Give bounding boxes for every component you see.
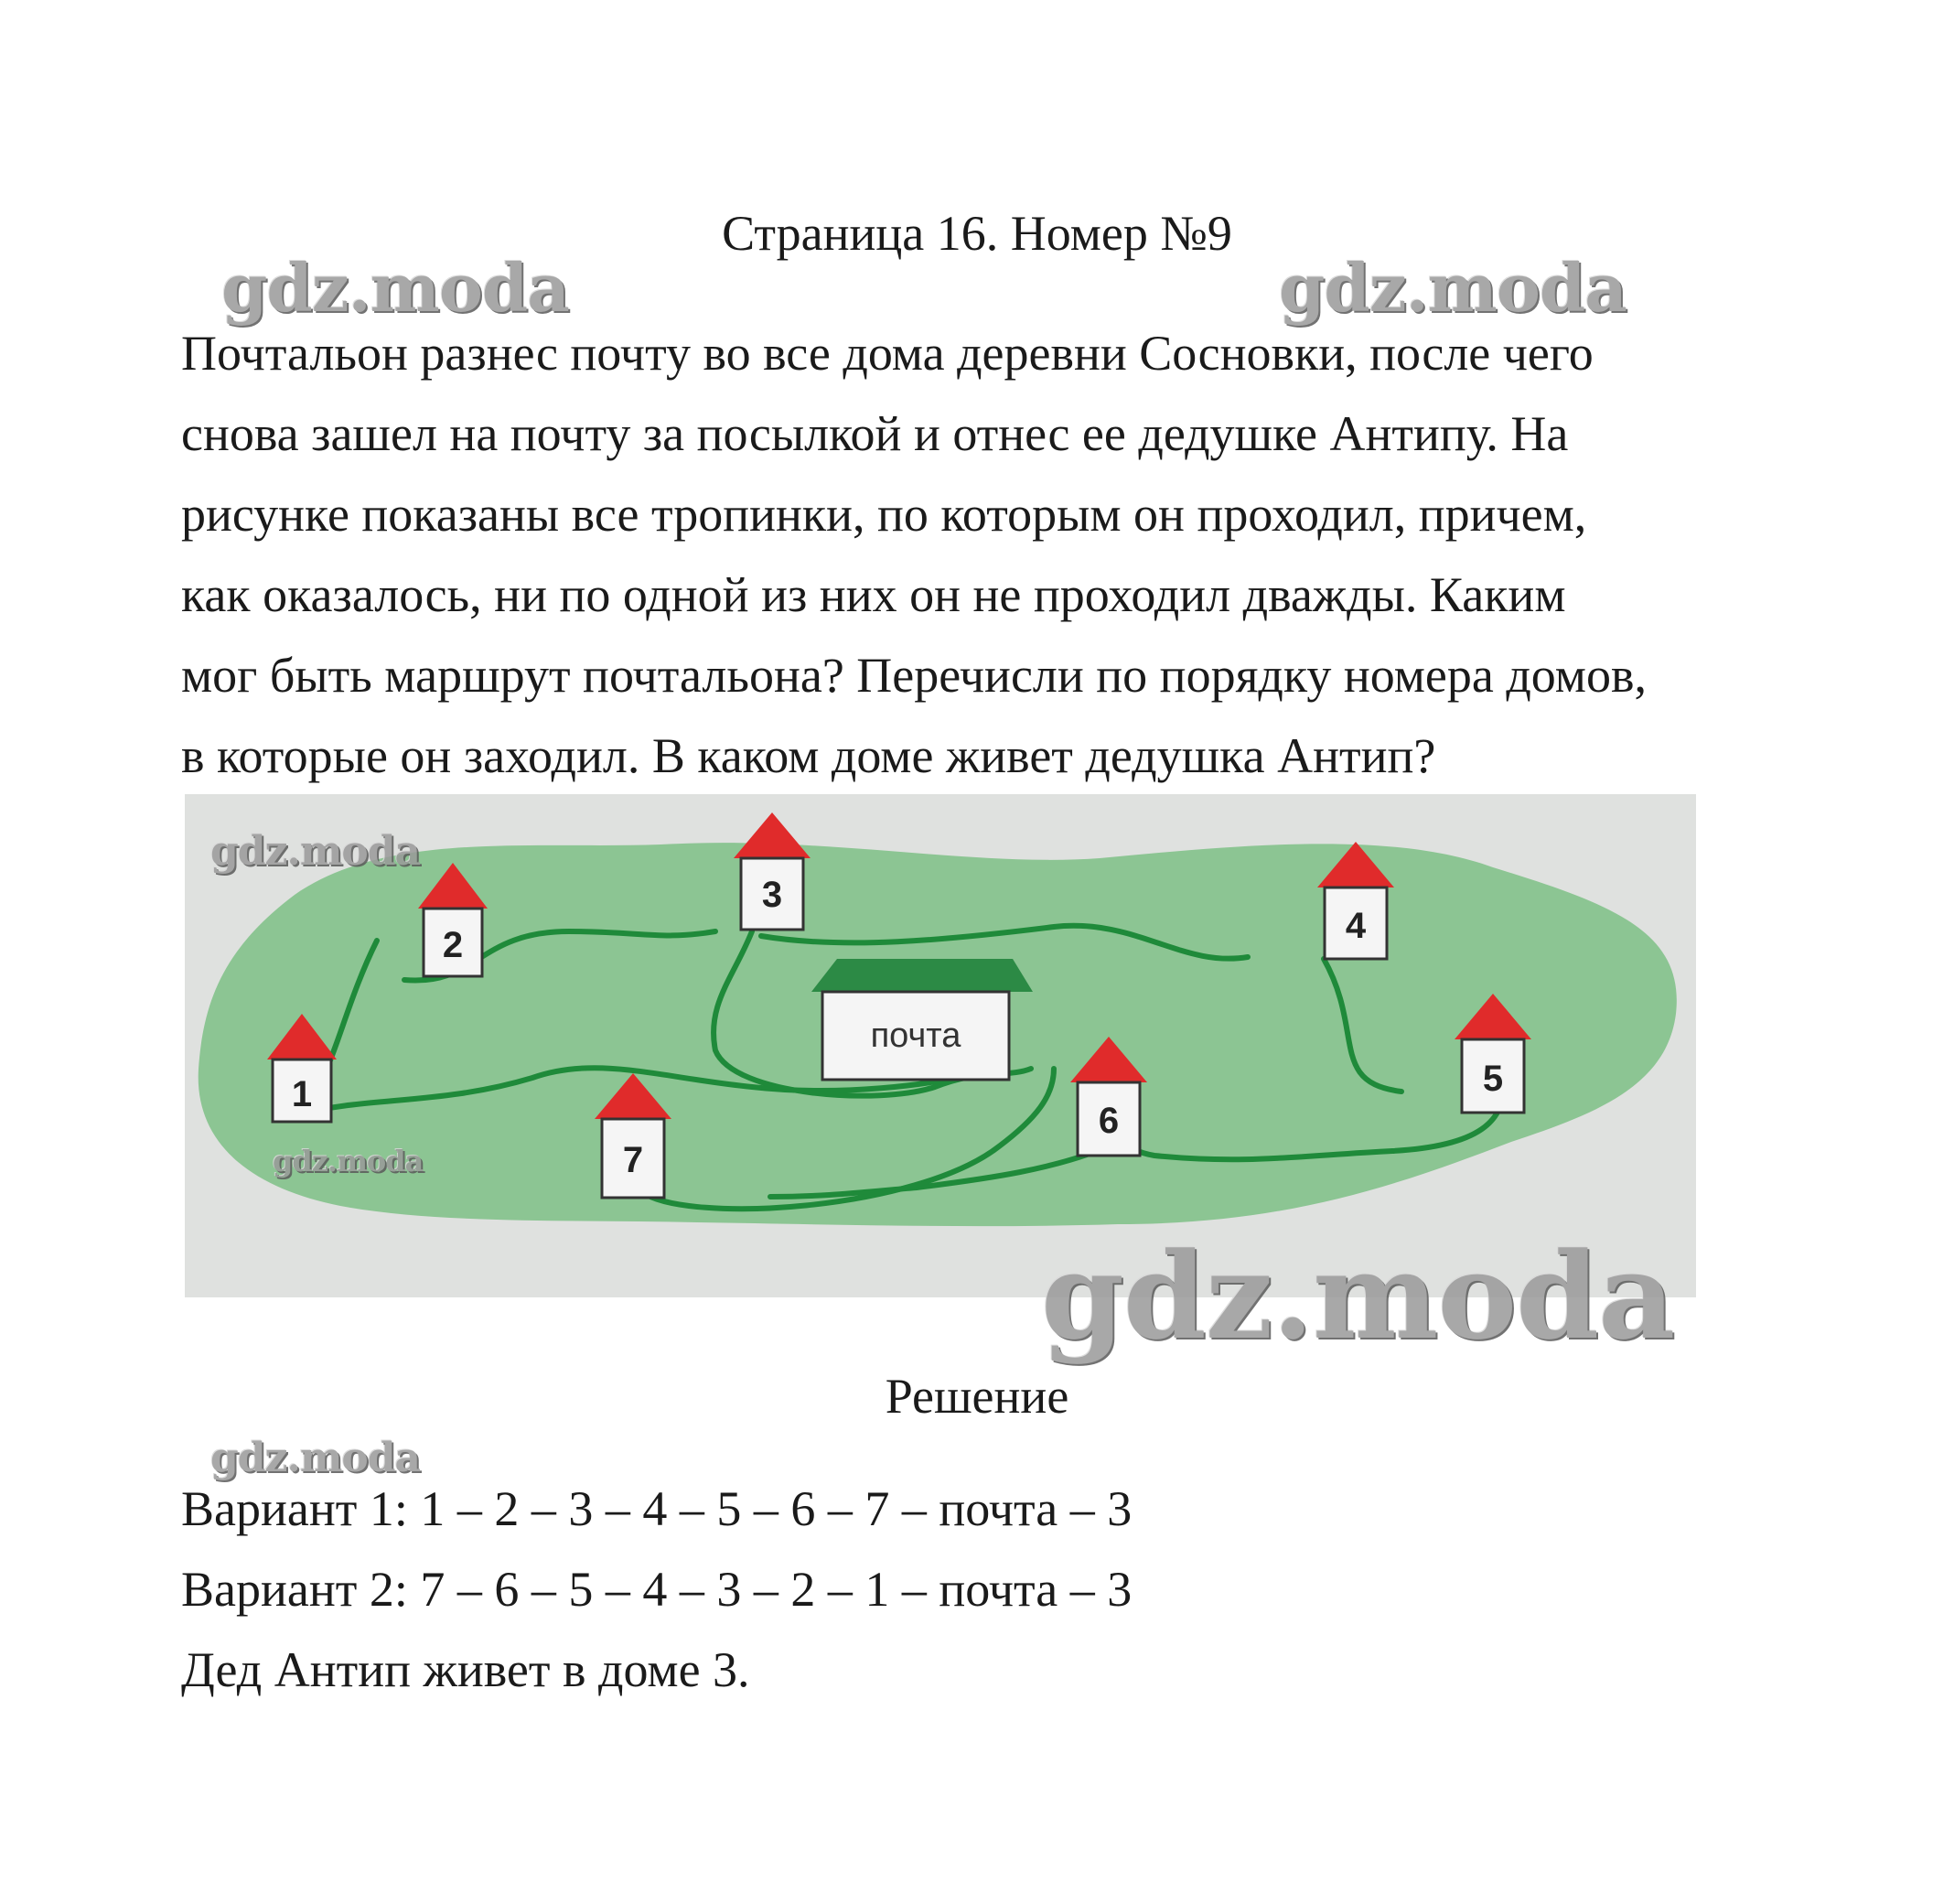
watermark: gdz.moda xyxy=(221,249,569,327)
problem-line: как оказалось, ни по одной из них он не проходил дважды. Каким xyxy=(181,567,1566,622)
problem-line: снова зашел на почту за посылкой и отнес ее дедушке Антипу. На xyxy=(181,406,1569,461)
house-number: 4 xyxy=(1345,906,1367,946)
house-number: 6 xyxy=(1098,1101,1120,1141)
watermark: gdz.moda xyxy=(1041,1226,1675,1366)
solution-text xyxy=(181,1468,1132,1710)
problem-line: в которые он заходил. В каком доме живет дедушка Антип? xyxy=(181,728,1436,783)
page-title: Страница 16. Номер №9 xyxy=(722,206,1232,261)
problem-line: Почтальон разнес почту во все дома деревни Сосновки, после чего xyxy=(181,326,1594,381)
house-number: 2 xyxy=(442,925,464,965)
post-office xyxy=(811,959,1033,1080)
house-number: 1 xyxy=(291,1074,313,1114)
solution-line: Вариант 2: 7 – 6 – 5 – 4 – 3 – 2 – 1 – почта – 3 xyxy=(181,1562,1133,1617)
problem-line: мог быть маршрут почтальона? Перечисли по порядку номера домов, xyxy=(181,648,1647,703)
solution-title: Решение xyxy=(885,1369,1069,1424)
solution-line: Дед Антип живет в доме 3. xyxy=(181,1642,750,1697)
watermark: gdz.moda xyxy=(273,1144,424,1178)
watermark: gdz.moda xyxy=(210,1435,421,1481)
house-number: 3 xyxy=(761,875,783,915)
post-roof xyxy=(811,959,1033,992)
solution-line: Вариант 1: 1 – 2 – 3 – 4 – 5 – 6 – 7 – почта – 3 xyxy=(181,1481,1133,1536)
watermark: gdz.moda xyxy=(210,828,421,875)
problem-text xyxy=(181,313,1828,796)
watermark: gdz.moda xyxy=(1279,249,1627,327)
post-label: почта xyxy=(870,1017,961,1055)
house-number: 7 xyxy=(622,1140,644,1180)
problem-line: рисунке показаны все тропинки, по которым он проходил, причем, xyxy=(181,487,1587,542)
house-number: 5 xyxy=(1482,1059,1504,1099)
